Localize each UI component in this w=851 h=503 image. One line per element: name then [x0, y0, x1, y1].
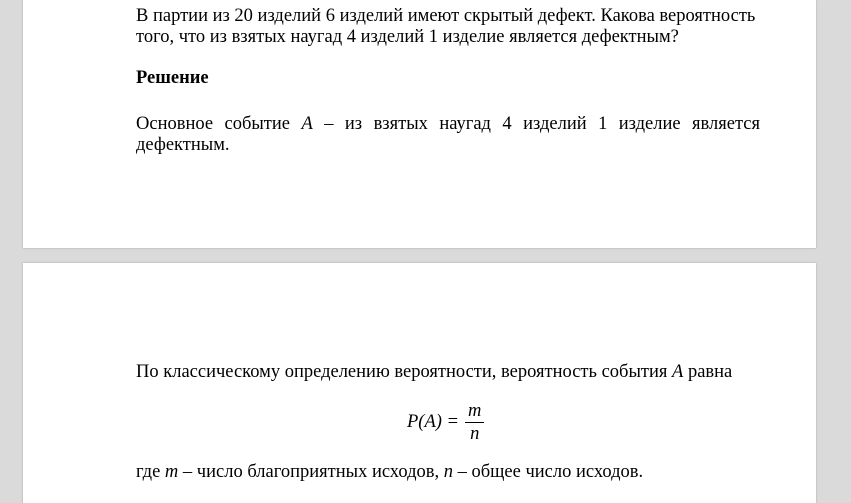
where-prefix: где — [136, 462, 161, 482]
event-suffix: – из взятых наугад 4 изделий 1 изделие является дефектным. — [136, 114, 761, 155]
probability-formula — [407, 397, 484, 447]
formula-fraction — [465, 401, 484, 444]
formula-numerator: m — [465, 401, 484, 423]
where-variable-m: m — [164, 462, 179, 482]
event-definition — [136, 114, 760, 156]
where-suffix: – общее число исходов. — [457, 462, 644, 482]
event-prefix: Основное событие — [136, 114, 290, 134]
definition-suffix: равна — [687, 362, 733, 382]
definition-variable: A — [672, 362, 684, 382]
formula-lhs: P(A) = — [407, 411, 460, 432]
definition-prefix: По классическому определению вероятности, вероятность события — [136, 362, 668, 382]
event-variable: A — [301, 114, 313, 134]
solution-heading: Решение — [136, 68, 209, 88]
classical-definition — [136, 362, 760, 383]
formula-explanation — [136, 462, 760, 483]
problem-statement: В партии из 20 изделий 6 изделий имеют скрытый дефект. Какова вероятность того, что из взятых наугад 4 изделий 1 изделие является дефектным? — [136, 6, 756, 47]
where-variable-n: n — [443, 462, 453, 482]
document-page-2 — [23, 263, 816, 503]
formula-denominator: n — [470, 423, 480, 444]
document-page-1 — [23, 0, 816, 248]
where-middle: – число благоприятных исходов, — [182, 462, 440, 482]
